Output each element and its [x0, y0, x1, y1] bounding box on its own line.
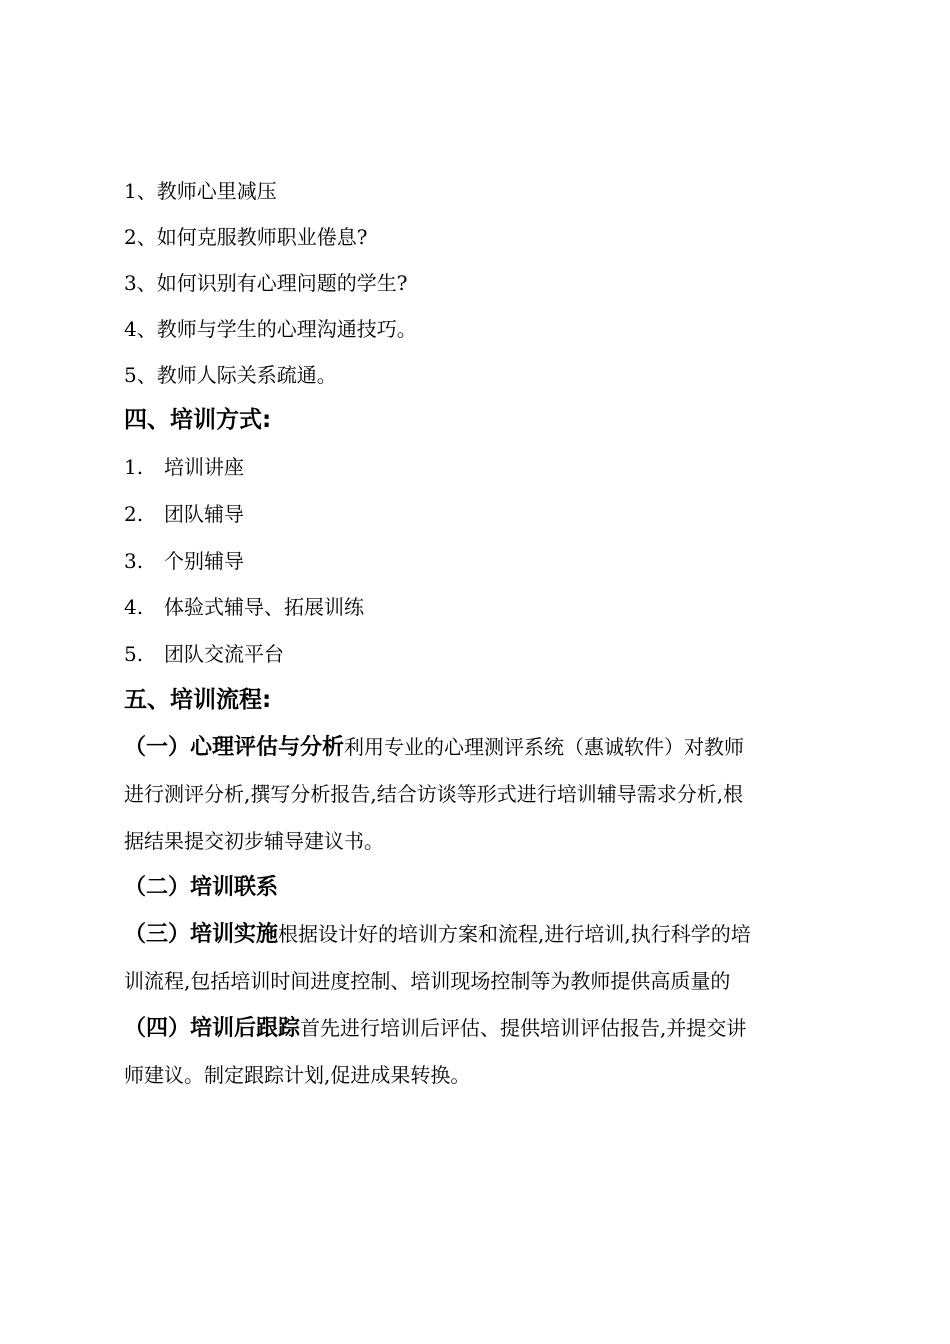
- method-num: 2.: [124, 502, 144, 526]
- step4-text-2: 师建议。制定跟踪计划,促进成果转换。: [124, 1063, 471, 1087]
- step3-text-1: 根据设计好的培训方案和流程,进行培训,执行科学的培: [278, 922, 751, 946]
- step3-text-2: 训流程,包括培训时间进度控制、培训现场控制等为教师提供高质量的: [124, 969, 731, 993]
- method-num: 3.: [124, 549, 144, 573]
- step4-text-1: 首先进行培训后评估、提供培训评估报告,并提交讲: [300, 1016, 747, 1040]
- method-num: 5.: [124, 642, 144, 666]
- step1-text-2: 进行测评分析,撰写分析报告,结合访谈等形式进行培训辅导需求分析,根: [124, 782, 744, 806]
- step1-text-1: 利用专业的心理测评系统（惠诚软件）对教师: [344, 735, 745, 759]
- step4-title: （四）培训后跟踪: [124, 1016, 301, 1041]
- method-text: 个别辅导: [164, 549, 244, 573]
- method-item-2: [124, 499, 850, 529]
- topic-item-3: 3、如何识别有心理问题的学生?: [124, 271, 408, 295]
- step1-text-3: 据结果提交初步辅导建议书。: [124, 829, 384, 853]
- topic-item-2: 2、如何克服教师职业倦息?: [124, 225, 368, 249]
- step1-title: （一）心理评估与分析: [124, 735, 345, 760]
- step4-line1: [124, 1013, 850, 1044]
- method-item-4: [124, 592, 850, 622]
- method-text: 体验式辅导、拓展训练: [164, 595, 364, 619]
- method-text: 培训讲座: [164, 455, 244, 479]
- step3-line1: [124, 919, 850, 950]
- method-text: 团队交流平台: [164, 642, 284, 666]
- section4-title: 四、培训方式:: [124, 407, 272, 433]
- topic-item-1: 1、教师心里减压: [124, 179, 277, 203]
- step2-title: （二）培训联系: [124, 875, 279, 900]
- method-item-5: [124, 639, 850, 669]
- method-item-1: [124, 452, 850, 482]
- method-num: 4.: [124, 595, 144, 619]
- topic-item-4: 4、教师与学生的心理沟通技巧。: [124, 317, 417, 341]
- method-num: 1.: [124, 455, 144, 479]
- step1-line1: [124, 732, 850, 763]
- method-item-3: [124, 546, 850, 576]
- section5-title: 五、培训流程:: [124, 687, 272, 713]
- topic-item-5: 5、教师人际关系疏通。: [124, 363, 337, 387]
- step3-title: （三）培训实施: [124, 922, 279, 947]
- step2-line: [124, 872, 850, 903]
- method-text: 团队辅导: [164, 502, 244, 526]
